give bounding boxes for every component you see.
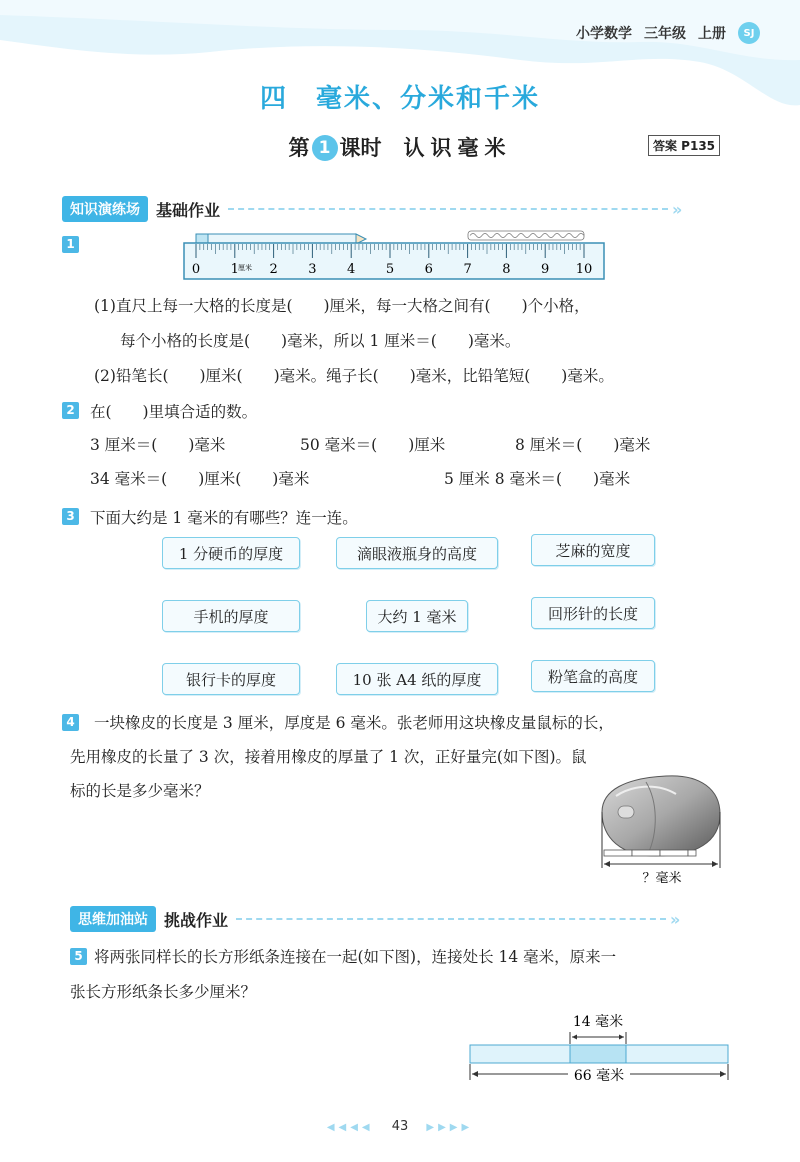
match-box[interactable]: 手机的厚度 [162, 600, 300, 632]
q4-line-2: 先用橡皮的长量了 3 次，接着用橡皮的厚量了 1 次，正好量完(如下图)。鼠 [70, 748, 587, 766]
q1-line-1: (1)直尺上每一大格的长度是( )厘米，每一大格之间有( )个小格， [94, 297, 590, 315]
question-number: 4 [62, 714, 79, 731]
ruler-figure [180, 226, 610, 282]
lesson-prefix: 第 [288, 136, 310, 160]
ruler-tick-label: 6 [424, 262, 433, 277]
question-number: 2 [62, 402, 79, 419]
section-tag: 思维加油站 [70, 906, 156, 932]
q4-line-1: 一块橡皮的长度是 3 厘米，厚度是 6 毫米。张老师用这块橡皮量鼠标的长， [94, 714, 614, 732]
match-box[interactable]: 粉笔盒的高度 [531, 660, 655, 692]
ruler-tick-label: 9 [541, 262, 550, 277]
lesson-suffix: 课时 [339, 136, 382, 160]
q5-line-1: 将两张同样长的长方形纸条连接在一起(如下图)，连接处长 14 毫米，原来一 [94, 948, 617, 966]
q1-line-3: (2)铅笔长( )厘米( )毫米。绳子长( )毫米，比铅笔短( )毫米。 [94, 367, 614, 385]
ruler-tick-label: 10 [575, 262, 593, 277]
sj-badge-icon: SJ [738, 22, 760, 44]
ruler-tick-label: 0 [191, 262, 201, 277]
ruler-tick-label: 2 [269, 262, 278, 277]
q4-line-3: 标的长是多少毫米？ [70, 782, 210, 800]
ruler-tick-label: 8 [502, 262, 511, 277]
q2-item-3: 8 厘米＝( )毫米 [515, 436, 651, 454]
match-box[interactable]: 芝麻的宽度 [531, 534, 655, 566]
section-text: 挑战作业 [164, 910, 229, 930]
ruler-unit-label: 厘米 [238, 264, 252, 272]
unit-title: 四 毫米、分米和千米 [259, 84, 540, 114]
left-arrows-icon: ◀◀◀◀ [326, 1122, 374, 1133]
ruler-tick-label: 1 [230, 262, 239, 277]
page-number: 43 [391, 1119, 409, 1134]
answer-reference: 答案 P135 [648, 135, 720, 156]
match-box[interactable]: 滴眼液瓶身的高度 [336, 537, 498, 569]
match-box[interactable]: 回形针的长度 [531, 597, 655, 629]
section-challenge [70, 906, 680, 932]
q2-item-4: 34 毫米＝( )厘米( )毫米 [90, 470, 310, 488]
lesson-name: 认识毫米 [403, 136, 512, 160]
header-grade: 三年级 [644, 26, 686, 42]
section-tag: 知识演练场 [62, 196, 148, 222]
mouse-figure [596, 772, 728, 890]
match-box[interactable]: 1 分硬币的厚度 [162, 537, 300, 569]
q2-item-1: 3 厘米＝( )毫米 [90, 436, 226, 454]
q2-item-5: 5 厘米 8 毫米＝( )毫米 [444, 470, 631, 488]
question-number: 5 [70, 948, 87, 965]
ruler-tick-label: 5 [385, 262, 395, 277]
double-chevron-icon: » [670, 909, 681, 929]
right-arrows-icon: ▶▶▶▶ [426, 1122, 474, 1133]
question-number: 3 [62, 508, 79, 525]
header-subject: 小学数学 [576, 26, 632, 42]
match-box-center[interactable]: 大约 1 毫米 [366, 600, 468, 632]
header-term: 上册 [698, 26, 726, 42]
q5-line-2: 张长方形纸条长多少厘米？ [70, 983, 257, 1001]
q1-line-2: 每个小格的长度是( )毫米，所以 1 厘米＝( )毫米。 [120, 332, 521, 350]
match-box[interactable]: 银行卡的厚度 [162, 663, 300, 695]
section-divider [228, 208, 668, 210]
page-footer [0, 1119, 800, 1134]
ruler-tick-label: 7 [463, 262, 472, 277]
q2-item-2: 50 毫米＝( )厘米 [300, 436, 446, 454]
ruler-tick-label: 4 [347, 262, 356, 277]
question-number: 1 [62, 236, 79, 253]
ruler-tick-label: 3 [308, 262, 317, 277]
section-basic [62, 196, 682, 222]
section-divider [236, 918, 666, 920]
total-length-label: 66 毫米 [573, 1068, 625, 1084]
overlap-label: 14 毫米 [572, 1014, 624, 1030]
mouse-length-label: ？毫米 [642, 871, 682, 886]
q2-stem: 在( )里填合适的数。 [90, 403, 258, 421]
header-info [576, 22, 760, 44]
section-text: 基础作业 [156, 200, 221, 220]
paper-strip-figure [464, 1008, 736, 1088]
q3-stem: 下面大约是 1 毫米的有哪些？连一连。 [90, 509, 358, 527]
lesson-number: 1 [312, 135, 338, 161]
match-box[interactable]: 10 张 A4 纸的厚度 [336, 663, 498, 695]
double-chevron-icon: » [672, 199, 683, 219]
